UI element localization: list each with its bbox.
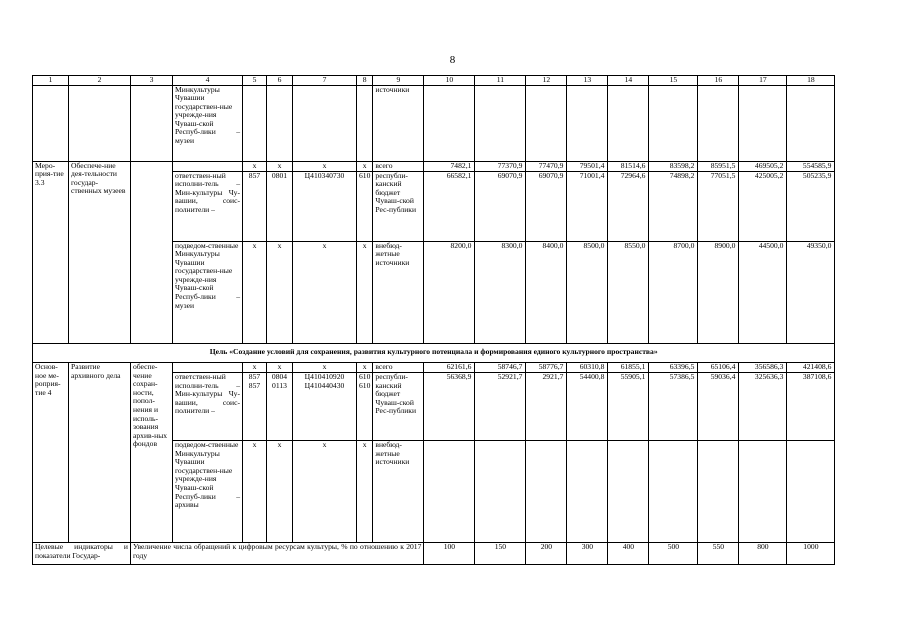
code-cell: x (267, 161, 293, 171)
value-cell: 63396,5 (649, 363, 698, 373)
column-number-row (33, 76, 835, 86)
main-measure-name: Развитие архивного дела (69, 363, 131, 543)
value-cell: 1000 (787, 543, 835, 565)
code-cell: x (357, 161, 373, 171)
value-cell: 8400,0 (526, 241, 567, 343)
indicator-label: Целевые индикаторы и показатели Государ- (33, 543, 131, 565)
executor-cell: ответствен-ный исполни-тель – Мин-культуры Чу-вашии, соис-полнители – (173, 171, 243, 241)
value-cell: 150 (475, 543, 526, 565)
value-cell: 200 (526, 543, 567, 565)
goal-row (33, 343, 835, 363)
executor-cell: подведом-ственные Минкультуры Чувашии государствен-ные учрежде-ния Чуваш-ской Респуб-лики – архивы (173, 441, 243, 543)
col-num: 12 (526, 76, 567, 86)
value-cell: 400 (608, 543, 649, 565)
col-num: 6 (267, 76, 293, 86)
code-cell: x (293, 161, 357, 171)
value-cell: 69070,9 (475, 171, 526, 241)
value-cell: 74898,2 (649, 171, 698, 241)
code-cell: Ц410340730 (293, 171, 357, 241)
value-cell: 7482,1 (424, 161, 475, 171)
table-row (33, 363, 835, 373)
col-num: 1 (33, 76, 69, 86)
value-cell: 85951,5 (698, 161, 739, 171)
value-cell: 8200,0 (424, 241, 475, 343)
table-row (33, 161, 835, 171)
executor-cell: подведом-ственные Минкультуры Чувашии государствен-ные учрежде-ния Чуваш-ской Респуб-лики – музеи (173, 241, 243, 343)
col-num: 10 (424, 76, 475, 86)
source-cell: всего (373, 161, 424, 171)
code-cell: x (293, 441, 357, 543)
value-cell: 72964,6 (608, 171, 649, 241)
value-cell: 57386,5 (649, 373, 698, 441)
value-cell: 52921,7 (475, 373, 526, 441)
value-cell: 77370,9 (475, 161, 526, 171)
main-measure-label: Основ-ное ме-роприя-тие 4 (33, 363, 69, 543)
page-number: 8 (449, 54, 456, 66)
col-num: 18 (787, 76, 835, 86)
col-num: 13 (567, 76, 608, 86)
value-cell: 49350,0 (787, 241, 835, 343)
value-cell: 81514,6 (608, 161, 649, 171)
col-num: 7 (293, 76, 357, 86)
indicator-text: Увеличение числа обращений к цифровым ресурсам культуры, % по отношению к 2017 году (131, 543, 424, 565)
code-cell: x (357, 363, 373, 373)
value-cell: 8900,0 (698, 241, 739, 343)
value-cell: 325636,3 (739, 373, 787, 441)
value-cell: 8700,0 (649, 241, 698, 343)
source-cell: внебюд-жетные источники (373, 241, 424, 343)
col-num: 17 (739, 76, 787, 86)
code-cell: 0804 0113 (267, 373, 293, 441)
col-num: 9 (373, 76, 424, 86)
code-cell: x (243, 161, 267, 171)
goal-heading: Цель «Создание условий для сохранения, развития культурного потенциала и формирования единого культурного пространства» (33, 343, 835, 363)
value-cell: 59036,4 (698, 373, 739, 441)
value-cell: 550 (698, 543, 739, 565)
value-cell: 387108,6 (787, 373, 835, 441)
value-cell: 469505,2 (739, 161, 787, 171)
value-cell: 356586,3 (739, 363, 787, 373)
value-cell: 66582,1 (424, 171, 475, 241)
col-num: 4 (173, 76, 243, 86)
value-cell: 8550,0 (608, 241, 649, 343)
value-cell: 54400,8 (567, 373, 608, 441)
col-num: 3 (131, 76, 173, 86)
col-num: 5 (243, 76, 267, 86)
value-cell: 55905,1 (608, 373, 649, 441)
code-cell: 610 (357, 171, 373, 241)
value-cell: 800 (739, 543, 787, 565)
code-cell: Ц410410920 Ц410440430 (293, 373, 357, 441)
code-cell: 610 610 (357, 373, 373, 441)
code-cell: x (243, 363, 267, 373)
value-cell: 2921,7 (526, 373, 567, 441)
indicator-row (33, 543, 835, 565)
continuation-row (33, 85, 835, 161)
value-cell: 69070,9 (526, 171, 567, 241)
code-cell: 857 857 (243, 373, 267, 441)
value-cell: 300 (567, 543, 608, 565)
source-cell: республи-канский бюджет Чуваш-ской Рес-публики (373, 373, 424, 441)
col-num: 8 (357, 76, 373, 86)
value-cell: 71001,4 (567, 171, 608, 241)
value-cell: 8500,0 (567, 241, 608, 343)
executor-cell: Минкультуры Чувашии государствен-ные учрежде-ния Чуваш-ской Респуб-лики – музеи (173, 85, 243, 161)
value-cell: 100 (424, 543, 475, 565)
program-table (32, 75, 835, 565)
value-cell: 44500,0 (739, 241, 787, 343)
value-cell: 425005,2 (739, 171, 787, 241)
code-cell: x (357, 441, 373, 543)
value-cell: 60310,8 (567, 363, 608, 373)
source-cell: всего (373, 363, 424, 373)
value-cell: 65106,4 (698, 363, 739, 373)
code-cell: x (267, 363, 293, 373)
code-cell: x (357, 241, 373, 343)
value-cell: 83598,2 (649, 161, 698, 171)
col-num: 2 (69, 76, 131, 86)
value-cell: 500 (649, 543, 698, 565)
value-cell: 505235,9 (787, 171, 835, 241)
col-num: 15 (649, 76, 698, 86)
purpose-cell: обеспе-чение сохран-ности, попол-нения и исполь-зования архив-ных фондов (131, 363, 173, 543)
code-cell: x (267, 241, 293, 343)
value-cell: 8300,0 (475, 241, 526, 343)
value-cell: 77051,5 (698, 171, 739, 241)
col-num: 16 (698, 76, 739, 86)
value-cell: 77470,9 (526, 161, 567, 171)
value-cell: 61855,1 (608, 363, 649, 373)
code-cell: x (243, 241, 267, 343)
source-cell: республи-канский бюджет Чуваш-ской Рес-публики (373, 171, 424, 241)
value-cell: 58776,7 (526, 363, 567, 373)
measure-name: Обеспече-ние дея-тельности государ-ственных музеев (69, 161, 131, 343)
executor-cell: ответствен-ный исполни-тель – Мин-культуры Чу-вашии, соис-полнители – (173, 373, 243, 441)
measure-label: Меро-прия-тие 3.3 (33, 161, 69, 343)
code-cell: x (267, 441, 293, 543)
code-cell: x (243, 441, 267, 543)
value-cell: 421408,6 (787, 363, 835, 373)
source-cell: источники (373, 85, 424, 161)
value-cell: 79501,4 (567, 161, 608, 171)
value-cell: 58746,7 (475, 363, 526, 373)
col-num: 11 (475, 76, 526, 86)
value-cell: 62161,6 (424, 363, 475, 373)
value-cell: 56368,9 (424, 373, 475, 441)
code-cell: x (293, 241, 357, 343)
col-num: 14 (608, 76, 649, 86)
value-cell: 554585,9 (787, 161, 835, 171)
code-cell: x (293, 363, 357, 373)
code-cell: 0801 (267, 171, 293, 241)
code-cell: 857 (243, 171, 267, 241)
source-cell: внебюд-жетные источники (373, 441, 424, 543)
